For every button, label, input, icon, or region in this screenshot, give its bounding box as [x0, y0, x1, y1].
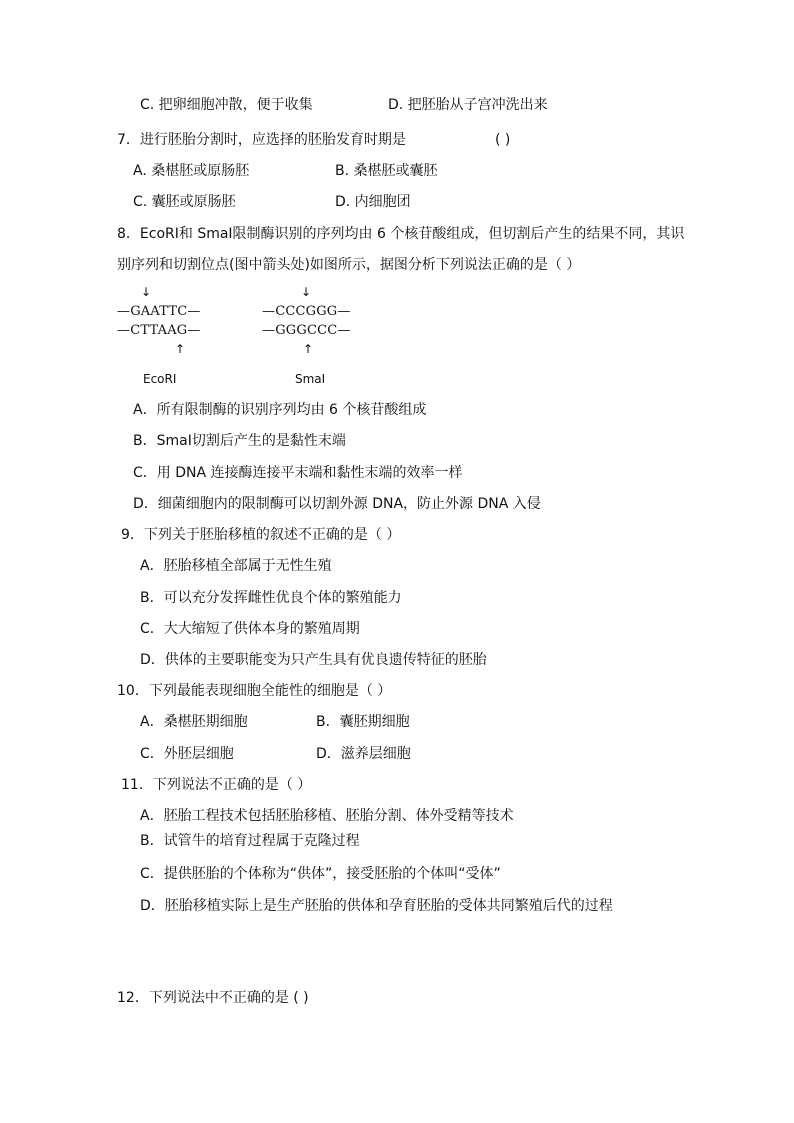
smai-cut-arrow-up-icon: ↑	[303, 342, 314, 356]
q9-option-c: C．大大缩短了供体本身的繁殖周期	[140, 621, 360, 637]
q10-option-d: D．滋养层细胞	[316, 746, 411, 762]
ecori-label: EcoRⅠ	[143, 372, 177, 386]
q10-stem: 10．下列最能表现细胞全能性的细胞是（ ）	[117, 683, 392, 699]
q11-option-d: D．胚胎移植实际上是生产胚胎的供体和孕育胚胎的受体共同繁殖后代的过程	[140, 898, 613, 914]
q7-option-c: C. 囊胚或原肠胚	[133, 194, 236, 210]
ecori-cut-arrow-up-icon: ↑	[175, 342, 186, 356]
q8-stem-line1: 8．EcoRⅠ和 SmaⅠ限制酶识别的序列均由 6 个核苷酸组成，但切割后产生的结果不同，其识	[117, 226, 685, 242]
q8-option-a: A．所有限制酶的识别序列均由 6 个核苷酸组成	[133, 402, 427, 418]
q10-option-a: A．桑椹胚期细胞	[140, 714, 248, 730]
smai-cut-arrow-down-icon: ↓	[301, 285, 312, 299]
q7-stem: 7．进行胚胎分割时，应选择的胚胎发育时期是	[117, 132, 406, 148]
q11-option-a: A．胚胎工程技术包括胚胎移植、胚胎分割、体外受精等技术	[140, 808, 514, 824]
q6-option-d: D. 把胚胎从子宫冲洗出来	[388, 97, 548, 113]
ecori-cut-arrow-down-icon: ↓	[141, 285, 152, 299]
q7-option-a: A. 桑椹胚或原肠胚	[133, 163, 250, 179]
smai-label: SmaⅠ	[295, 372, 326, 386]
smai-bottom-strand: —GGGCCC—	[262, 323, 351, 338]
q8-option-c: C．用 DNA 连接酶连接平末端和黏性末端的效率一样	[133, 465, 463, 481]
q8-stem-line2: 别序列和切割位点(图中箭头处)如图所示，据图分析下列说法正确的是（ ）	[117, 257, 581, 273]
q9-option-b: B．可以充分发挥雌性优良个体的繁殖能力	[140, 590, 402, 606]
q12-stem: 12．下列说法中不正确的是 ( )	[117, 990, 309, 1006]
q9-stem: 9．下列关于胚胎移植的叙述不正确的是（ ）	[121, 527, 401, 543]
ecori-top-strand: —GAATTC—	[117, 304, 201, 319]
q7-answer-blank: ( )	[495, 132, 511, 148]
q7-option-d: D. 内细胞团	[335, 194, 411, 210]
q10-option-c: C．外胚层细胞	[140, 746, 234, 762]
q9-option-d: D．供体的主要职能变为只产生具有优良遗传特征的胚胎	[140, 652, 487, 668]
q6-option-c: C. 把卵细胞冲散，便于收集	[140, 97, 313, 113]
ecori-bottom-strand: —CTTAAG—	[117, 323, 201, 338]
smai-top-strand: —CCCGGG—	[262, 304, 351, 319]
q8-option-b: B．SmaⅠ切割后产生的是黏性末端	[133, 433, 346, 449]
q8-option-d: D．细菌细胞内的限制酶可以切割外源 DNA，防止外源 DNA 入侵	[133, 496, 541, 512]
q11-option-c: C．提供胚胎的个体称为“供体”，接受胚胎的个体叫“受体”	[140, 866, 501, 882]
q11-option-b: B．试管牛的培育过程属于克隆过程	[140, 833, 360, 849]
q7-option-b: B. 桑椹胚或囊胚	[335, 163, 438, 179]
q11-stem: 11．下列说法不正确的是（ ）	[121, 777, 312, 793]
q10-option-b: B．囊胚期细胞	[316, 714, 410, 730]
q9-option-a: A．胚胎移植全部属于无性生殖	[140, 558, 332, 574]
